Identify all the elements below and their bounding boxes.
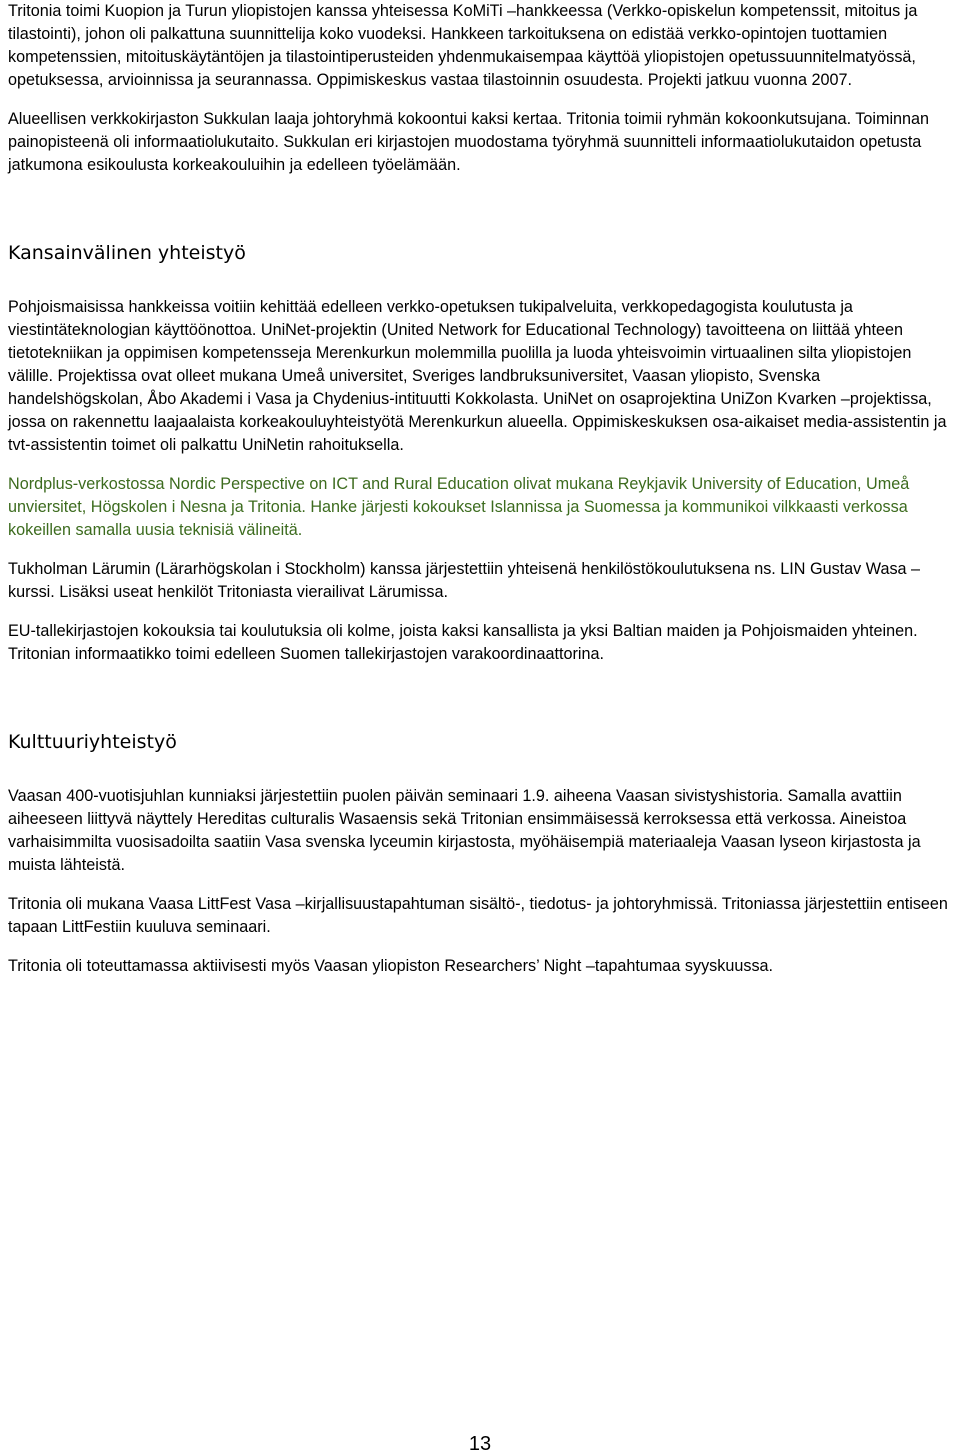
section-cultural [8, 785, 958, 978]
paragraph-larum: Tukholman Lärumin (Lärarhögskolan i Stockholm) kanssa järjestettiin yhteisenä henkilöstökoulutuksena ns. LIN Gustav Wasa –kurssi. Lisäksi useat henkilöt Tritoniasta vierailivat Lärumissa. [8, 560, 921, 601]
section-international [8, 296, 958, 666]
paragraph-vaasa-400: Vaasan 400-vuotisjuhlan kunniaksi järjestettiin puolen päivän seminaari 1.9. aiheena Vaasan sivistyshistoria. Samalla avattiin aiheeseen liittyvä näyttely Hereditas culturalis Wasaensis sekä Tritonian ensimmäisessä kerroksessa että verkossa. Aineistoa varhaisimmilta vuosisadoilta saatiin Vasa svenska lyceumin kirjastosta, myöhäisempiä materiaaleja Vaasan lyseon kirjastosta ja muista lähteistä. [8, 787, 921, 874]
section-heading-international: Kansainvälinen yhteistyö [8, 242, 246, 264]
intro-paragraph-sukkula: Alueellisen verkkokirjaston Sukkulan laaja johtoryhmä kokoontui kaksi kertaa. Tritonia toimii ryhmän kokoonkutsujana. Toiminnan painopisteenä oli informaatiolukutaito. Sukkulan eri kirjastojen muodostama työryhmä suunnitteli informaatiolukutaidon opetusta jatkumona esikoulusta korkeakouluihin ja edelleen työelämään. [8, 110, 930, 174]
section-heading-cultural: Kulttuuriyhteistyö [8, 731, 177, 753]
paragraph-nordplus: Nordplus-verkostossa Nordic Perspective on ICT and Rural Education olivat mukana Reykjavik University of Education, Umeå unviersitet, Högskolen i Nesna ja Tritonia. Hanke järjesti kokoukset Islannissa ja Suomessa ja kommunikoi vilkkaasti verkossa kokeillen samalla uusia teknisiä välineitä. [8, 475, 910, 539]
paragraph-researchers-night: Tritonia oli toteuttamassa aktiivisesti myös Vaasan yliopiston Researchers’ Night –tapahtumaa syyskuussa. [8, 957, 774, 975]
intro-paragraph-komiti: Tritonia toimi Kuopion ja Turun yliopistojen kanssa yhteisessa KoMiTi –hankkeessa (Verkko-opiskelun kompetenssit, mitoitus ja tilastointi), johon oli palkattuna suunnittelija koko vuodeksi. Hankkeen tarkoituksena on edistää verkko-opintojen tuottamien kompetenssien, mitoituskäytäntöjen ja tilastointiperusteiden yhdenmukaisempaa käyttöä yliopistojen opetussuunnitelmatyössä, opetuksessa, arvioinnissa ja seurannassa. Oppimiskeskus vastaa tilastoinnin osuudesta. Projekti jatkuu vuonna 2007. [8, 2, 918, 89]
page-number: 13 [468, 1433, 492, 1455]
paragraph-littfest: Tritonia oli mukana Vaasa LittFest Vasa –kirjallisuustapahtuman sisältö-, tiedotus- ja johtoryhmissä. Tritoniassa järjestettiin entiseen tapaan LittFestiin kuuluva seminaari. [8, 895, 948, 936]
document-page [8, 0, 958, 978]
paragraph-eu-libraries: EU-tallekirjastojen kokouksia tai koulutuksia oli kolme, joista kaksi kansallista ja yksi Baltian maiden ja Pohjoismaiden yhteinen. Tritonian informaatikko toimi edelleen Suomen tallekirjastojen varakoordinaattorina. [8, 622, 918, 663]
paragraph-nordic-projects: Pohjoismaisissa hankkeissa voitiin kehittää edelleen verkko-opetuksen tukipalveluita, verkkopedagogista koulutusta ja viestintäteknologian käyttöönottoa. UniNet-projektin (United Network for Educational Technology) tavoitteena on liittää yhteen tietotekniikan ja oppimisen kompetensseja Merenkurkun molemmilla puolilla ja luoda yhteisvoimin virtuaalinen silta yliopistojen välille. Projektissa ovat olleet mukana Umeå universitet, Sveriges landbruksuniversitet, Vaasan yliopisto, Svenska handelshögskolan, Åbo Akademi i Vasa ja Chydenius-intituutti Kokkolasta. UniNet on osaprojektina UniZon Kvarken –projektissa, jossa on rakennettu laajaalaista korkeakouluyhteistyötä Merenkurkun alueella. Oppimiskeskuksen osa-aikaiset media-assistentin ja tvt-assistentin toimet oli palkattu UniNetin rahoituksella. [8, 298, 947, 454]
